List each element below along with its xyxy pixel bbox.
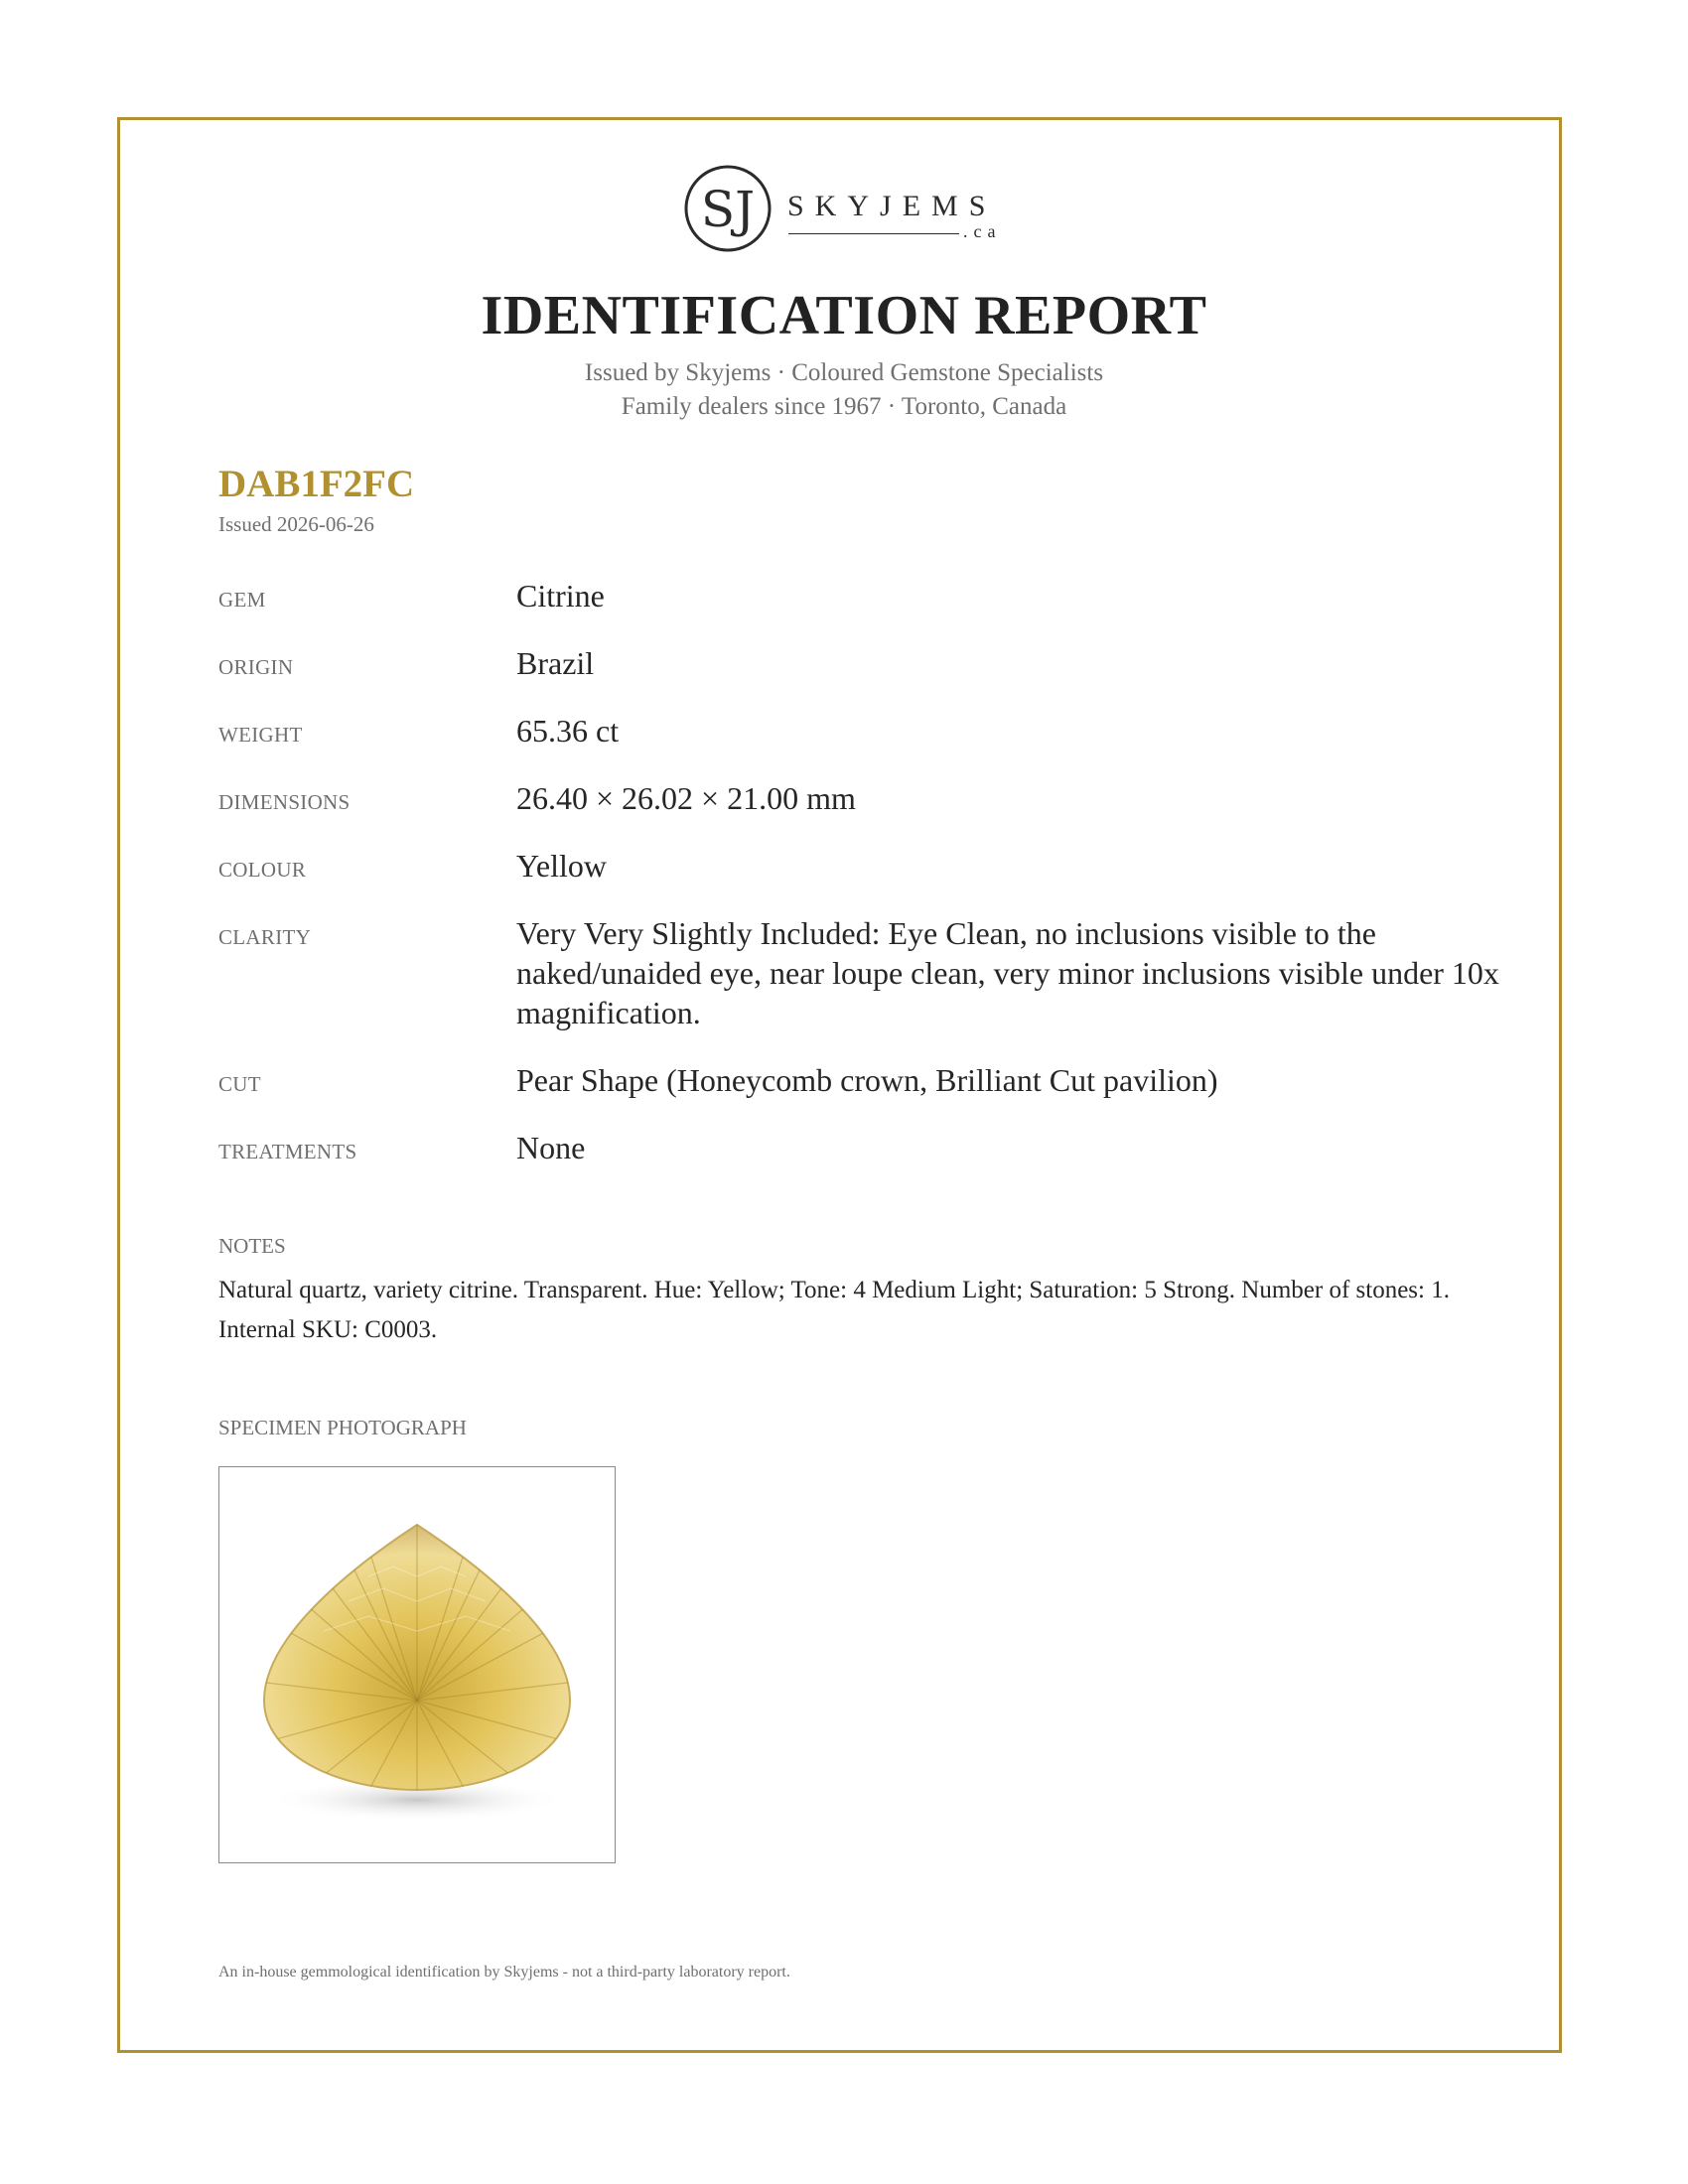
brand-tld: .ca: [963, 221, 1002, 241]
field-row-clarity: [218, 913, 1499, 1032]
field-row-gem: [218, 576, 1499, 615]
field-value: Yellow: [516, 848, 607, 884]
brand-monogram-icon: [683, 164, 773, 253]
notes-text: Natural quartz, variety citrine. Transparent. Hue: Yellow; Tone: 4 Medium Light; Saturation: 5 Strong. Number of stones: 1. Internal SKU: C0003.: [218, 1277, 1450, 1343]
brand-monogram: SJ: [700, 181, 756, 238]
issuer-line: Issued by Skyjems · Coloured Gemstone Specialists: [584, 359, 1104, 386]
field-label: DIMENSIONS: [218, 790, 351, 814]
field-row-treatments: [218, 1128, 1499, 1167]
notes-label: NOTES: [218, 1234, 286, 1258]
field-value: 26.40 × 26.02 × 21.00 mm: [516, 780, 856, 816]
field-row-weight: [218, 711, 1499, 751]
pear-gem-icon: [219, 1467, 615, 1862]
field-label: CLARITY: [218, 925, 312, 949]
field-value: Very Very Slightly Included: Eye Clean, no inclusions visible to the naked/unaided eye, near loupe clean, very minor inclusions visible under 10x magnification.: [516, 915, 1499, 1030]
page-title: IDENTIFICATION REPORT: [481, 285, 1207, 346]
field-label: COLOUR: [218, 858, 307, 882]
field-row-dimensions: [218, 778, 1499, 818]
brand-rule: [788, 233, 959, 234]
field-value: None: [516, 1130, 586, 1165]
issued-date: Issued 2026-06-26: [218, 512, 374, 536]
footer-disclaimer: An in-house gemmological identification by Skyjems - not a third-party laboratory report.: [218, 1964, 790, 1980]
field-row-origin: [218, 643, 1499, 683]
field-row-cut: [218, 1060, 1499, 1100]
brand-name: SKYJEMS: [787, 190, 997, 222]
photo-label: SPECIMEN PHOTOGRAPH: [218, 1416, 467, 1439]
fields-table: [218, 576, 1499, 1195]
field-value: 65.36 ct: [516, 713, 620, 749]
field-label: GEM: [218, 588, 266, 612]
field-label: CUT: [218, 1072, 261, 1096]
field-value: Pear Shape (Honeycomb crown, Brilliant Cut pavilion): [516, 1062, 1218, 1098]
specimen-photo: [218, 1466, 616, 1863]
field-value: Brazil: [516, 645, 595, 681]
brand-logo: [683, 162, 1011, 261]
report-id: DAB1F2FC: [218, 463, 415, 505]
field-row-colour: [218, 846, 1499, 886]
field-value: Citrine: [516, 578, 605, 614]
field-label: WEIGHT: [218, 723, 303, 747]
field-label: TREATMENTS: [218, 1140, 357, 1163]
field-label: ORIGIN: [218, 655, 294, 679]
location-line: Family dealers since 1967 · Toronto, Canada: [621, 393, 1067, 420]
